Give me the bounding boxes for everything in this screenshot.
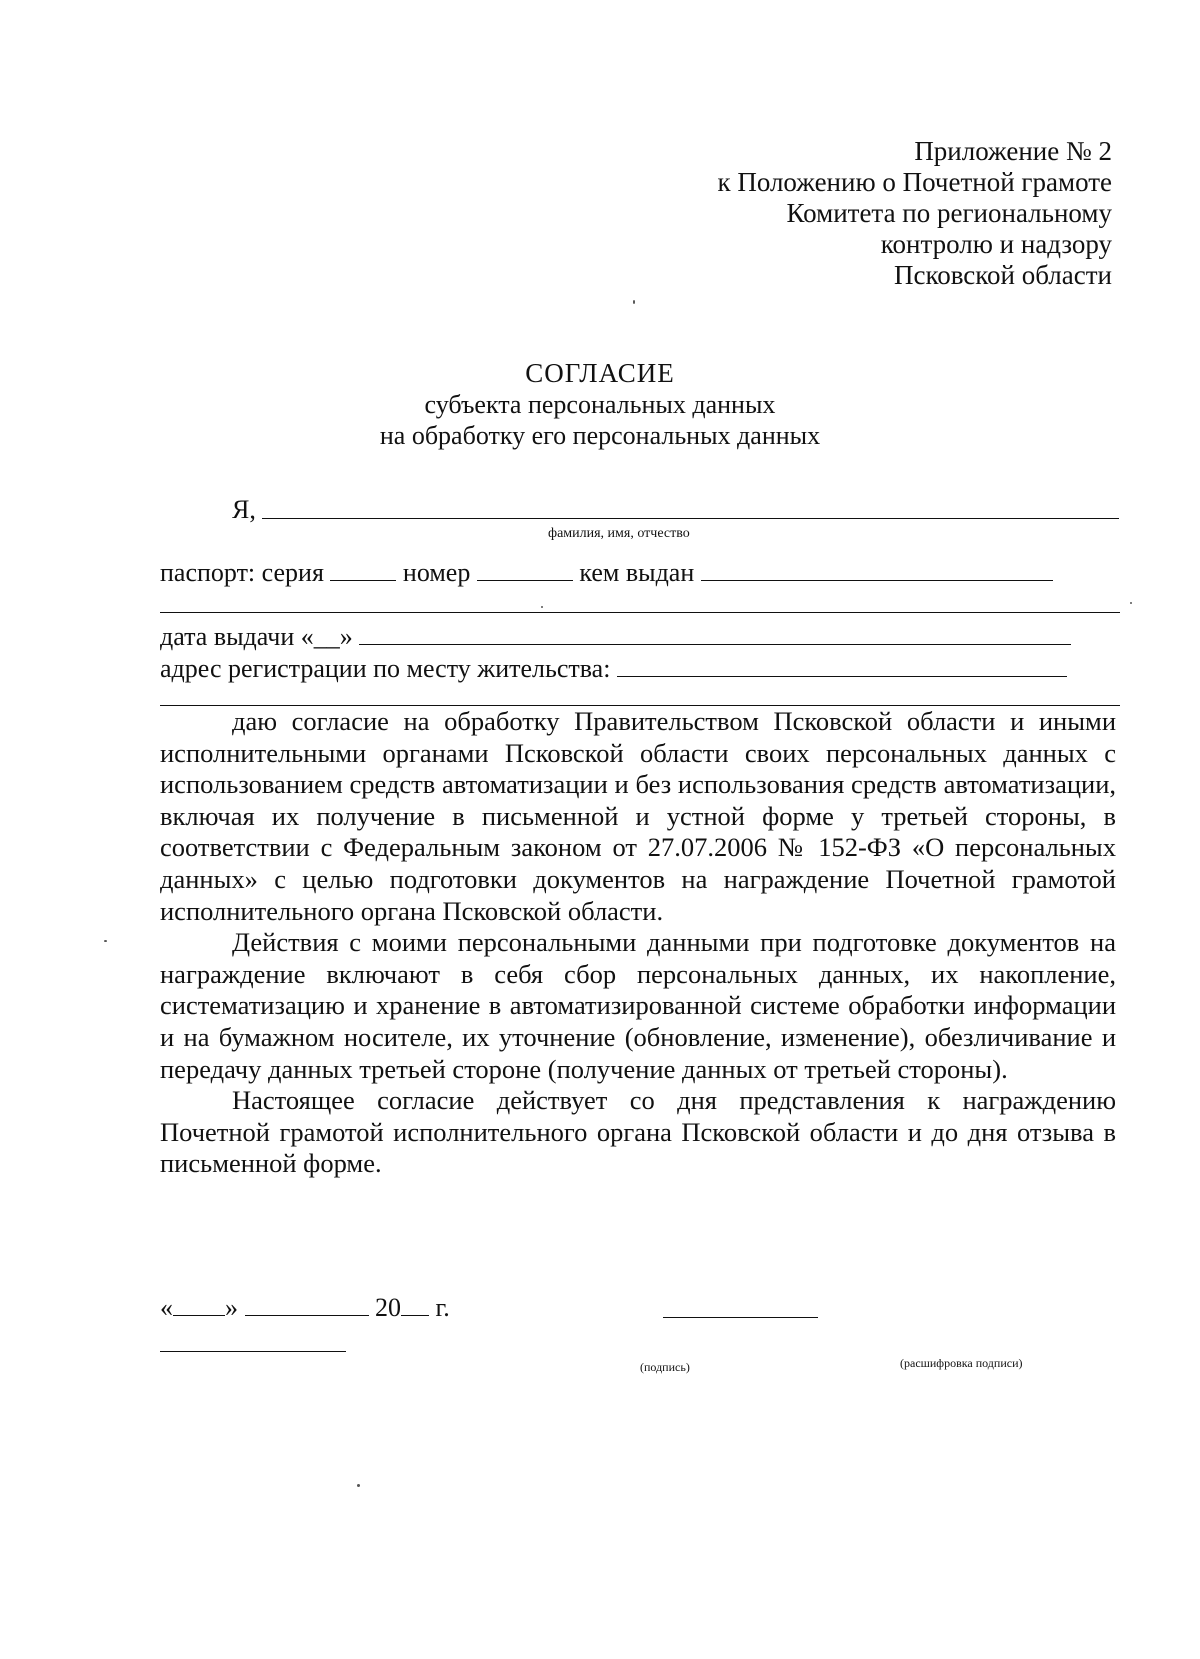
decipher-caption: (расшифровка подписи) <box>900 1356 1023 1370</box>
scan-speck <box>633 300 635 304</box>
title-subtitle: субъекта персональных данных <box>424 390 776 419</box>
year-prefix: 20 <box>375 1293 401 1322</box>
title-subtitle: на обработку его персональных данных <box>379 421 821 450</box>
scan-speck <box>541 606 543 608</box>
fio-line[interactable] <box>262 518 1119 519</box>
year-suffix: г. <box>435 1293 450 1322</box>
passport-row <box>160 558 1053 588</box>
decipher-line[interactable] <box>160 1351 346 1352</box>
consent-paragraph: Действия с моими персональными данными при подготовке документов на награждение включают в себя сбор персональных данных, их накопление, систематизацию и хранение в автоматизированной системе обработки информации и на бумажном носителе, их уточнение (обновление, изменение), обезличивание и передачу данных третьей стороне (получение данных от третьей стороны). <box>160 927 1116 1084</box>
issue-date-row <box>160 622 1071 652</box>
appendix-line: к Положению о Почетной грамоте <box>717 167 1112 197</box>
signature-caption: (подпись) <box>640 1360 690 1374</box>
document-title <box>0 358 1200 451</box>
issued-by-field[interactable] <box>701 558 1053 581</box>
address-label: адрес регистрации по месту жительства: <box>160 654 611 683</box>
scan-speck <box>104 940 107 942</box>
passport-series-field[interactable] <box>330 558 396 581</box>
i-label: Я, <box>232 495 256 524</box>
appendix-line: Приложение № 2 <box>914 136 1112 166</box>
consent-body <box>160 706 1116 1180</box>
address-field[interactable] <box>617 654 1067 677</box>
scan-speck <box>1130 602 1132 604</box>
fio-caption: фамилия, имя, отчество <box>548 526 690 541</box>
date-open-quote: « <box>160 1293 173 1322</box>
issued-by-line-2[interactable] <box>160 612 1120 613</box>
date-row <box>160 1293 450 1323</box>
date-year-field[interactable] <box>401 1293 429 1316</box>
passport-number-field[interactable] <box>477 558 573 581</box>
consent-paragraph: даю согласие на обработку Правительством Псковской области и иными исполнительными органами Псковской области своих персональных данных с использованием средств автоматизации и без использования средств автоматизации, включая их получение в письменной и устной форме у третьей стороны, в соответствии с Федеральным законом от 27.07.2006 № 152-ФЗ «О персональных данных» с целью подготовки документов на награждение Почетной грамотой исполнительного органа Псковской области. <box>160 706 1116 926</box>
appendix-header <box>717 136 1112 291</box>
title-main: СОГЛАСИЕ <box>525 358 675 388</box>
fio-row <box>232 495 256 525</box>
passport-number-label: номер <box>402 558 471 587</box>
issue-date-field[interactable] <box>359 622 1071 645</box>
address-row <box>160 654 1067 684</box>
appendix-line: Комитета по региональному <box>786 198 1112 228</box>
passport-series-label: паспорт: серия <box>160 558 324 587</box>
issue-date-label: дата выдачи «__» <box>160 622 353 651</box>
date-month-field[interactable] <box>245 1293 369 1316</box>
date-close-quote: » <box>225 1293 238 1322</box>
date-day-field[interactable] <box>173 1293 225 1316</box>
scan-speck <box>357 1484 360 1487</box>
consent-paragraph: Настоящее согласие действует со дня представления к награждению Почетной грамотой исполнительного органа Псковской области и до дня отзыва в письменной форме. <box>160 1085 1116 1179</box>
issued-by-label: кем выдан <box>579 558 695 587</box>
appendix-line: Псковской области <box>893 260 1112 290</box>
signature-line[interactable] <box>663 1317 818 1318</box>
appendix-line: контролю и надзору <box>880 229 1112 259</box>
